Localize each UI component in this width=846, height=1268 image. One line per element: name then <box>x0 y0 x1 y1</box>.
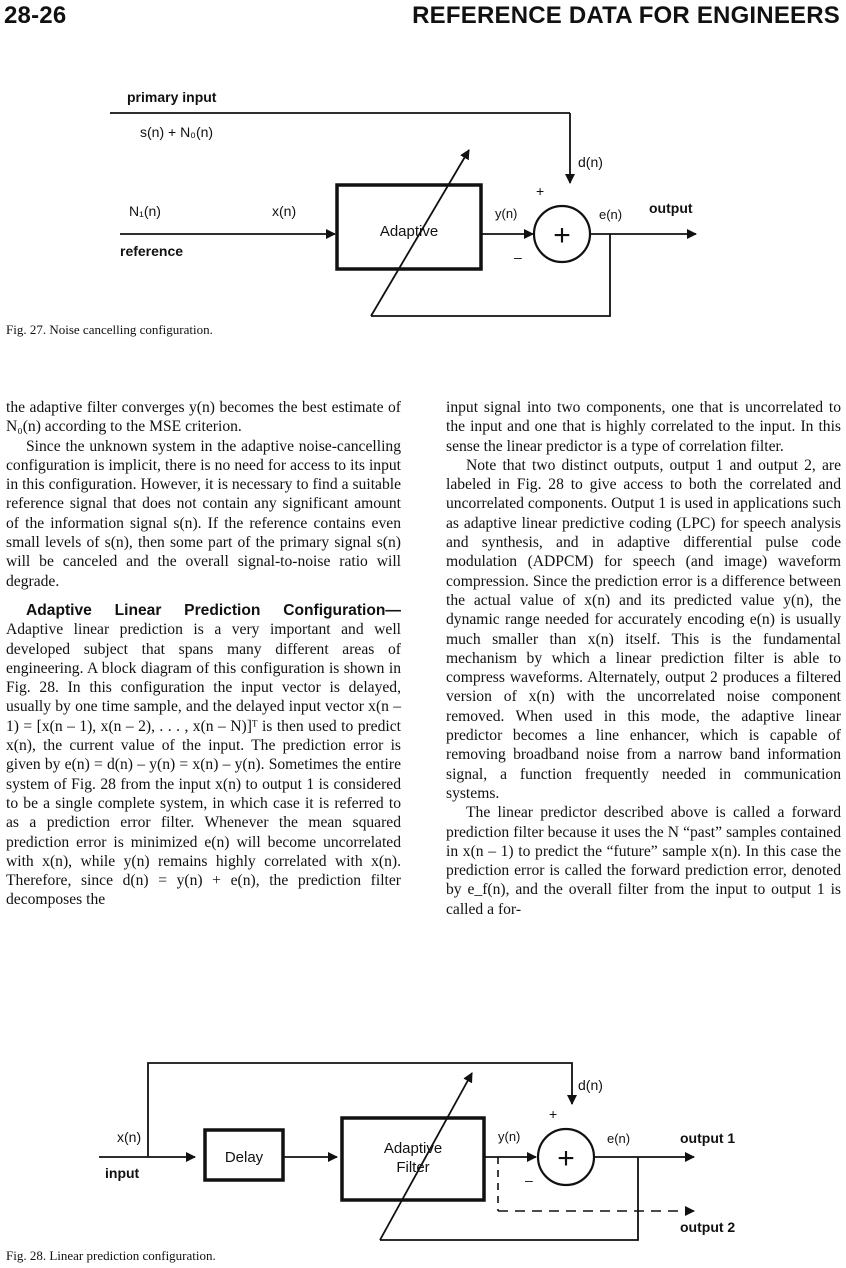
paragraph: input signal into two components, one that is uncorrelated to the input and one that is highly correlated to the input. In this sense the linear predictor is a type of correlation filter. <box>446 399 841 455</box>
output-1-label: output 1 <box>680 1130 736 1146</box>
sum-symbol: + <box>557 1142 575 1175</box>
primary-input-label: primary input <box>127 89 217 105</box>
d-label: d(n) <box>578 1077 603 1093</box>
output-2-label: output 2 <box>680 1219 736 1235</box>
adaptive-block-label: Adaptive <box>379 223 439 240</box>
input-label: input <box>105 1165 140 1181</box>
plus-sign: + <box>549 1106 558 1122</box>
e-label: e(n) <box>599 207 623 222</box>
figure-28-diagram <box>0 740 846 1265</box>
sum-symbol: + <box>553 219 571 252</box>
paragraph: Since the unknown system in the adaptive noise-cancelling configuration is implicit, there is no need for access to its input in this configuration. However, it is necessary to find a suitable reference signal that does not contain any significant amount of the information signal s(n). If the reference contains even small levels of s(n), then some part of the primary signal s(n) will be canceled and the overall signal-to-noise ratio will degrade. <box>6 437 401 590</box>
minus-sign: – <box>525 1172 533 1188</box>
primary-signal-label: s(n) + N₀(n) <box>140 124 214 140</box>
paragraph-text: Adaptive linear prediction is a very important and well developed subject that spans many different areas of engineering. A block diagram of this configuration is shown in Fig. 28. In this configuration the input vector is delayed, usually by one time sample, and the delayed input vector x(n – 1) = [x(n – 1), x(n – 2), . . . , x(n – N)]ᵀ is then used to predict x(n), the current value of the input. The prediction error is given by e(n) = d(n) – y(n) = x(n) – y(n). Sometimes the entire system of Fig. 28 from the input x(n) to output 1 is considered to be a single complete system, in which case it is referred to as a prediction error filter. Whenever the mean squared prediction error is minimized e(n) will become uncorrelated with x(n), while y(n) remains highly correlated with x(n). Therefore, since d(n) = y(n) + e(n), the prediction filter decomposes the <box>6 621 401 909</box>
output-label: output <box>649 200 693 216</box>
paragraph: Note that two distinct outputs, output 1 and output 2, are labeled in Fig. 28 to give access to both the correlated and uncorrelated components. Output 1 is used in applications such as adaptive linear predictive coding (LPC) for speech analysis and synthesis, and in adaptive differential pulse code modulation (ADPCM) for speech (and image) waveform compression. Since the prediction error is a difference between the actual value of x(n) and its predicted value y(n), the dynamic range needed for accurately encoding e(n) is usually much smaller than x(n) itself. This is the fundamental mechanism by which a linear prediction filter is able to compress waveforms. Alternately, output 2 produces a filtered version of x(n) with the uncorrelated noise component removed. When used in this mode, the adaptive linear predictor becomes a line enhancer, which is capable of removing broadband noise from a narrow band information signal, a function frequently needed in communication systems. <box>446 456 841 802</box>
x-label: x(n) <box>117 1129 142 1145</box>
delay-label: Delay <box>224 1149 264 1166</box>
paragraph: The linear predictor described above is called a forward prediction filter because it uses the N “past” samples contained in x(n – 1) to predict the “future” sample x(n). In this case the prediction error is called the forward prediction error, denoted by e_f(n), and the overall filter from the input to output 1 is called a for- <box>446 804 841 918</box>
y-label: y(n) <box>498 1129 521 1144</box>
minus-sign: – <box>514 249 522 265</box>
reference-signal-label: N₁(n) <box>129 203 161 219</box>
d-label: d(n) <box>578 154 603 170</box>
adaptive-filter-label-2: Filter <box>396 1159 430 1176</box>
page-number: 28-26 <box>4 2 67 29</box>
plus-sign: + <box>536 183 545 199</box>
section-heading: Adaptive Linear Prediction Configuration— <box>26 601 401 619</box>
page-title: REFERENCE DATA FOR ENGINEERS <box>412 2 840 29</box>
figure-27-diagram <box>0 0 846 340</box>
e-label: e(n) <box>607 1131 631 1146</box>
figure-27-caption: Fig. 27. Noise cancelling configuration. <box>6 322 213 337</box>
adaptive-filter-label-1: Adaptive <box>383 1140 443 1157</box>
x-label: x(n) <box>272 203 297 219</box>
paragraph: the adaptive filter converges y(n) becomes the best estimate of N₀(n) according to the MSE criterion. <box>6 399 401 436</box>
figure-28-caption: Fig. 28. Linear prediction configuration. <box>6 1248 216 1263</box>
reference-label: reference <box>120 243 184 259</box>
y-label: y(n) <box>495 206 518 221</box>
